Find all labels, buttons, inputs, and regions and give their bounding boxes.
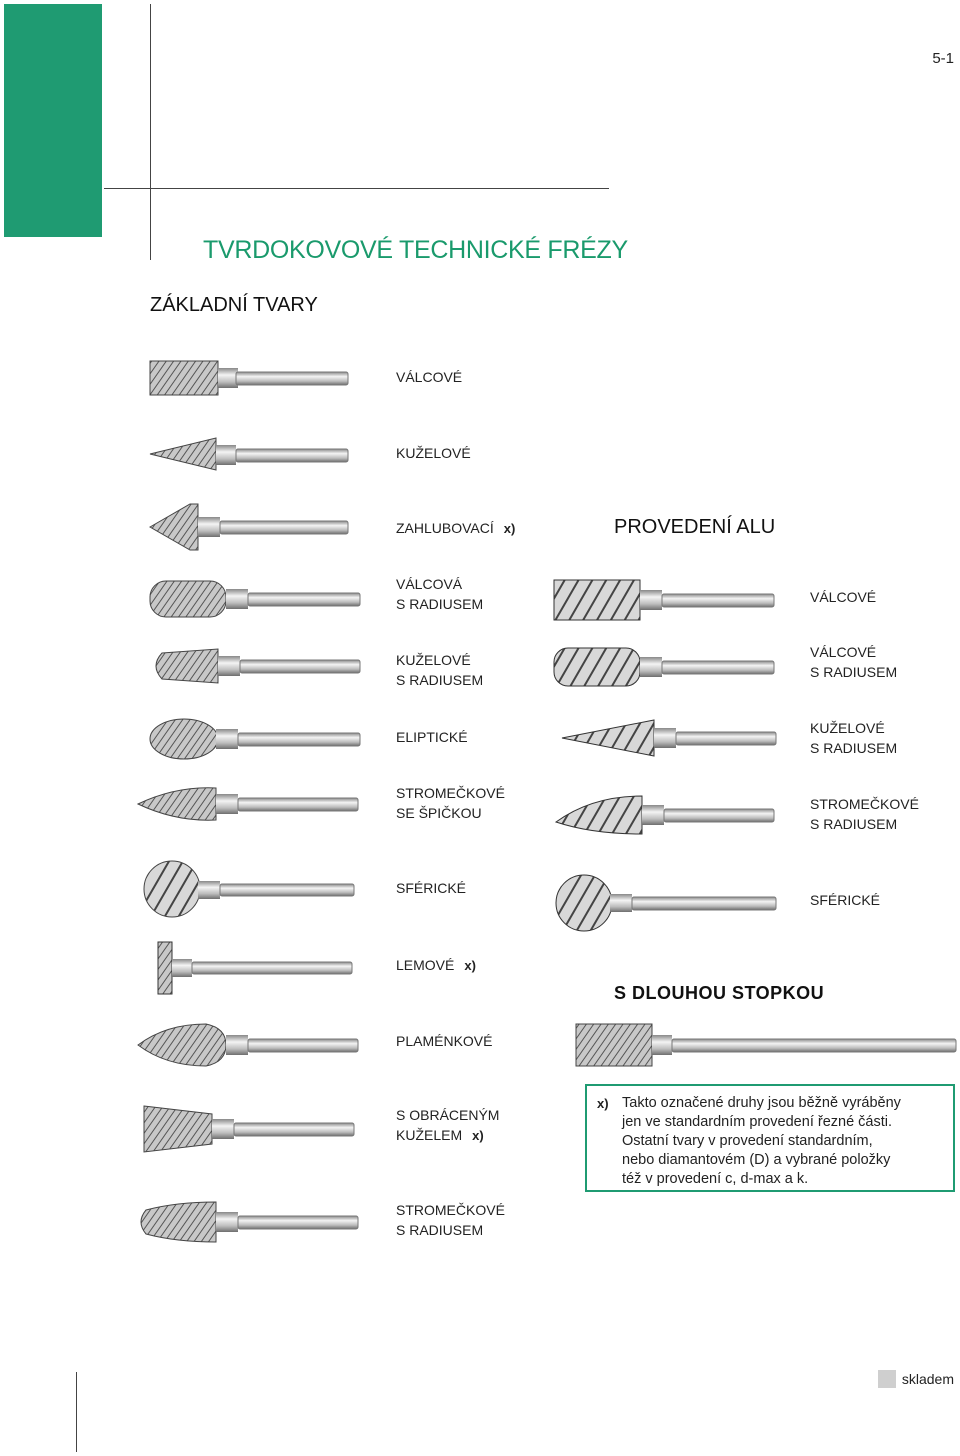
cone-radius-burr-icon [148, 645, 363, 687]
inverted-cone-burr-icon [142, 1104, 357, 1154]
wheel-burr-icon [156, 940, 356, 996]
footnote-line: nebo diamantovém (D) a vybrané položky [622, 1152, 891, 1168]
label-cone-radius [396, 650, 483, 690]
label-line1: ZAHLUBOVACÍ [396, 520, 494, 536]
green-corner-block [4, 4, 102, 237]
label-line2: S RADIUSEM [810, 664, 898, 680]
cylinder-burr-icon [148, 355, 353, 401]
label-line1: KUŽELOVÉ [810, 720, 885, 736]
countersink-burr-icon [148, 502, 353, 552]
label-line2: S RADIUSEM [810, 816, 898, 832]
label-line1: KUŽELOVÉ [396, 652, 471, 668]
page-title: TVRDOKOVOVÉ TECHNICKÉ FRÉZY [203, 236, 628, 264]
label-line1: LEMOVÉ [396, 957, 455, 973]
oval-burr-icon [148, 716, 363, 762]
label-line1: STROMEČKOVÉ [396, 785, 505, 801]
divider-vertical-bottom [76, 1372, 77, 1452]
alu-cylinder-burr-icon [552, 576, 777, 624]
alu-cone-radius-burr-icon [560, 716, 780, 760]
label-tree-pointed [396, 783, 505, 823]
label-tree-radius [396, 1200, 505, 1240]
label-countersink [396, 518, 515, 539]
label-cylinder [396, 367, 462, 387]
label-line1: PLAMÉNKOVÉ [396, 1033, 493, 1049]
alu-label-cylinder-radius [810, 642, 897, 682]
alu-label-ball [810, 890, 880, 910]
label-line2: SE ŠPIČKOU [396, 805, 482, 821]
label-line1: VÁLCOVÉ [396, 369, 463, 385]
section-title-basic: ZÁKLADNÍ TVARY [150, 294, 318, 316]
label-line2: S RADIUSEM [396, 596, 484, 612]
label-line1: S OBRÁCENÝM [396, 1107, 500, 1123]
label-line2: S RADIUSEM [396, 672, 484, 688]
section-title-long-shank: S DLOUHOU STOPKOU [614, 983, 825, 1003]
footnote-line: Ostatní tvary v provedení standardním, [622, 1133, 873, 1149]
x-marker: x) [503, 521, 516, 536]
legend-stock [878, 1370, 954, 1388]
label-line1: STROMEČKOVÉ [810, 796, 919, 812]
footnote-box [585, 1084, 955, 1192]
divider-vertical-top [150, 4, 151, 260]
label-wheel [396, 955, 476, 976]
alu-label-cylinder [810, 587, 876, 607]
label-line2-with-marker [396, 1125, 499, 1146]
label-line2: S RADIUSEM [810, 740, 898, 756]
label-line1: KUŽELOVÉ [396, 445, 471, 461]
tree-radius-burr-icon [136, 1198, 361, 1246]
footnote-line: jen ve standardním provedení řezné části. [622, 1114, 893, 1130]
cylinder-radius-burr-icon [148, 576, 363, 622]
label-inverted-cone [396, 1105, 499, 1146]
label-line1: VÁLCOVÁ [396, 576, 463, 592]
alu-cylinder-radius-burr-icon [552, 644, 777, 690]
label-line1: STROMEČKOVÉ [396, 1202, 505, 1218]
footnote-line: Takto označené druhy jsou běžně vyráběny [622, 1095, 901, 1111]
divider-horizontal-top [104, 188, 609, 189]
label-oval [396, 727, 468, 747]
cone-burr-icon [148, 432, 353, 478]
label-line2: S RADIUSEM [396, 1222, 484, 1238]
alu-label-tree-radius [810, 794, 919, 834]
label-cylinder-radius [396, 574, 483, 614]
label-cone [396, 443, 471, 463]
ball-burr-icon [142, 858, 357, 920]
legend-label: skladem [901, 1371, 954, 1387]
label-line1: SFÉRICKÉ [810, 892, 881, 908]
alu-label-cone-radius [810, 718, 897, 758]
legend-swatch [878, 1370, 896, 1388]
x-marker: x) [472, 1128, 484, 1143]
tree-pointed-burr-icon [136, 782, 361, 826]
label-line1: VÁLCOVÉ [810, 589, 877, 605]
flame-burr-icon [136, 1020, 361, 1070]
label-line1: ELIPTICKÉ [396, 729, 468, 745]
long-shank-burr-icon [574, 1020, 958, 1070]
alu-ball-burr-icon [554, 872, 779, 934]
alu-tree-radius-burr-icon [552, 792, 777, 838]
label-line1: VÁLCOVÉ [810, 644, 877, 660]
label-line2: KUŽELEM [396, 1127, 463, 1143]
label-flame [396, 1031, 492, 1051]
label-ball [396, 878, 466, 898]
page-number: 5-1 [932, 50, 954, 67]
section-title-alu: PROVEDENÍ ALU [614, 516, 776, 538]
footnote-marker: x) [597, 1096, 609, 1111]
x-marker: x) [464, 958, 476, 973]
label-line1: SFÉRICKÉ [396, 880, 467, 896]
footnote-line: též v provedení c, d-max a k. [622, 1171, 809, 1187]
